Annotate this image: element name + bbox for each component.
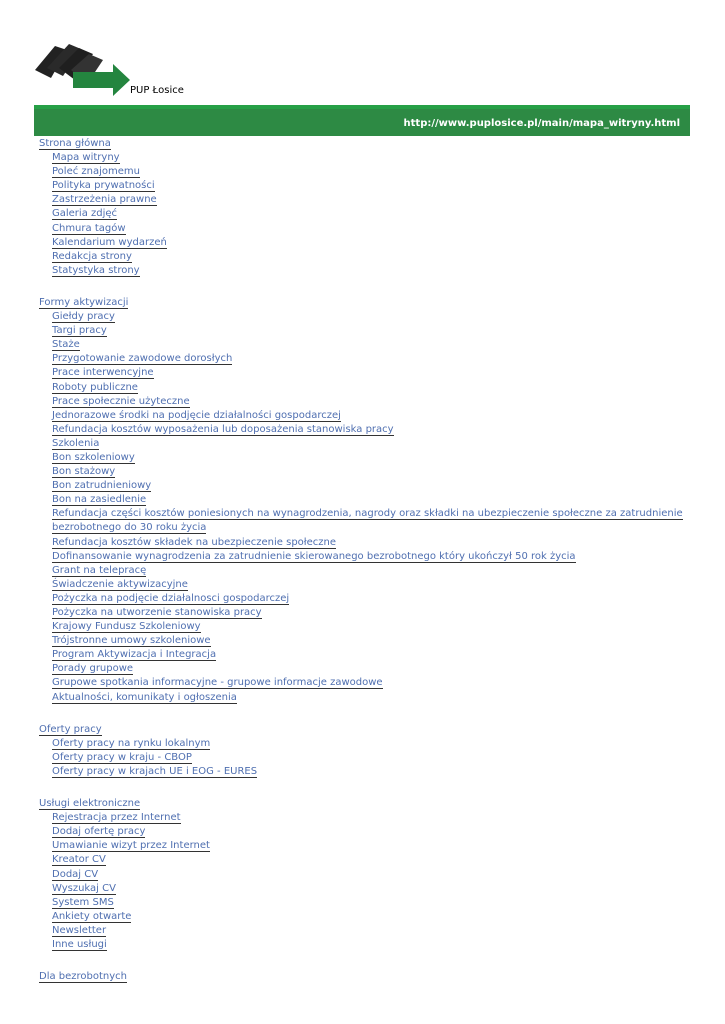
sitemap-link[interactable] bbox=[39, 811, 699, 825]
sitemap-link-text: Aktualności, komunikaty i ogłoszenia bbox=[52, 691, 237, 703]
sitemap-link-text: Porady grupowe bbox=[52, 663, 134, 675]
sitemap-link[interactable] bbox=[39, 324, 699, 338]
section-title-link[interactable] bbox=[39, 137, 699, 151]
site-name: PUP Łosice bbox=[130, 85, 184, 96]
sitemap-link[interactable] bbox=[39, 620, 699, 634]
sitemap-link[interactable] bbox=[39, 395, 699, 409]
sitemap-link-text: Ankiety otwarte bbox=[52, 910, 132, 922]
sitemap-link[interactable] bbox=[39, 676, 699, 690]
sitemap-link[interactable] bbox=[39, 839, 699, 853]
sitemap-link-text: Dodaj CV bbox=[52, 868, 99, 880]
sitemap-link[interactable] bbox=[39, 536, 699, 550]
sitemap-link-text: Pożyczka na utworzenie stanowiska pracy bbox=[52, 607, 262, 618]
sitemap-link-text: Mapa witryny bbox=[52, 152, 120, 164]
sitemap-link[interactable] bbox=[39, 868, 699, 882]
sitemap-link[interactable] bbox=[39, 310, 699, 324]
sitemap-link-text: Szkolenia bbox=[52, 437, 100, 449]
sitemap-link[interactable] bbox=[39, 338, 699, 352]
sitemap-link-text: Targi pracy bbox=[52, 325, 107, 337]
sitemap-link-text: Refundacja części kosztów poniesionych na wynagrodzenia, nagrody oraz składki na ubezpieczenie społeczne za zatrudnienie bezrobotnego do 30 roku życia bbox=[52, 508, 683, 534]
sitemap-link[interactable] bbox=[39, 751, 699, 765]
sitemap-link-text: Galeria zdjęć bbox=[52, 208, 118, 220]
sitemap bbox=[39, 137, 699, 1002]
section-title-text: Strona główna bbox=[39, 138, 111, 149]
sitemap-link[interactable] bbox=[39, 151, 699, 165]
sitemap-link-text: Krajowy Fundusz Szkoleniowy bbox=[52, 621, 201, 633]
sitemap-link[interactable] bbox=[39, 493, 699, 507]
sitemap-link-text: Dodaj ofertę pracy bbox=[52, 826, 146, 838]
sitemap-link[interactable] bbox=[39, 250, 699, 264]
sitemap-link[interactable] bbox=[39, 550, 699, 564]
sitemap-link[interactable] bbox=[39, 634, 699, 648]
sitemap-link[interactable] bbox=[39, 207, 699, 221]
sitemap-link[interactable] bbox=[39, 825, 699, 839]
sitemap-link-text: Redakcja strony bbox=[52, 250, 132, 262]
sitemap-link-text: Grupowe spotkania informacyjne - grupowe informacje zawodowe bbox=[52, 677, 383, 689]
sitemap-section bbox=[39, 296, 699, 705]
section-title-link[interactable] bbox=[39, 797, 699, 811]
section-title-text: Dla bezrobotnych bbox=[39, 971, 128, 983]
sitemap-link[interactable] bbox=[39, 381, 699, 395]
sitemap-link-text: System SMS bbox=[52, 896, 114, 908]
sitemap-link[interactable] bbox=[39, 479, 699, 493]
sitemap-link-text: Prace społecznie użyteczne bbox=[52, 395, 190, 407]
page-url: http://www.puplosice.pl/main/mapa_witryny.html bbox=[403, 118, 680, 129]
sitemap-link[interactable] bbox=[39, 465, 699, 479]
sitemap-link[interactable] bbox=[39, 193, 699, 207]
sitemap-link-text: Pożyczka na podjęcie działalnosci gospodarczej bbox=[52, 592, 290, 604]
sitemap-link-text: Newsletter bbox=[52, 924, 107, 936]
sitemap-link[interactable] bbox=[39, 165, 699, 179]
sitemap-section bbox=[39, 797, 699, 952]
sitemap-link[interactable] bbox=[39, 882, 699, 896]
sitemap-section bbox=[39, 970, 699, 984]
sitemap-link-text: Zastrzeżenia prawne bbox=[52, 194, 157, 206]
sitemap-link-text: Giełdy pracy bbox=[52, 311, 115, 323]
sitemap-link[interactable] bbox=[39, 592, 699, 606]
pup-logo-icon[interactable] bbox=[33, 40, 133, 96]
sitemap-link[interactable] bbox=[39, 910, 699, 924]
sitemap-link-text: Bon na zasiedlenie bbox=[52, 494, 147, 506]
sitemap-section bbox=[39, 137, 699, 278]
sitemap-link[interactable] bbox=[39, 366, 699, 380]
sitemap-link-text: Kreator CV bbox=[52, 854, 106, 866]
section-title-link[interactable] bbox=[39, 723, 699, 737]
sitemap-link[interactable] bbox=[39, 648, 699, 662]
sitemap-link[interactable] bbox=[39, 853, 699, 867]
section-title-text: Formy aktywizacji bbox=[39, 296, 129, 308]
sitemap-link[interactable] bbox=[39, 437, 699, 451]
sitemap-link-text: Bon stażowy bbox=[52, 466, 116, 478]
sitemap-link-text: Bon szkoleniowy bbox=[52, 451, 135, 463]
sitemap-link-text: Umawianie wizyt przez Internet bbox=[52, 840, 210, 852]
sitemap-link-text: Refundacja kosztów wyposażenia lub doposażenia stanowiska pracy bbox=[52, 423, 394, 435]
sitemap-link[interactable] bbox=[39, 409, 699, 423]
sitemap-section bbox=[39, 723, 699, 779]
section-title-text: Oferty pracy bbox=[39, 723, 102, 735]
sitemap-link-text: Staże bbox=[52, 339, 80, 351]
sitemap-link-text: Chmura tagów bbox=[52, 222, 126, 234]
sitemap-link[interactable] bbox=[39, 222, 699, 236]
sitemap-link-text: Trójstronne umowy szkoleniowe bbox=[52, 635, 211, 647]
sitemap-link[interactable] bbox=[39, 352, 699, 366]
sitemap-link-text: Prace interwencyjne bbox=[52, 367, 154, 379]
sitemap-link-text: Jednorazowe środki na podjęcie działalności gospodarczej bbox=[52, 409, 341, 421]
sitemap-link[interactable] bbox=[39, 924, 699, 938]
section-title-text: Usługi elektroniczne bbox=[39, 798, 141, 810]
sitemap-link-text: Inne usługi bbox=[52, 938, 107, 950]
page-header bbox=[0, 0, 725, 105]
sitemap-link-text: Rejestracja przez Internet bbox=[52, 812, 181, 824]
sitemap-link-text: Roboty publiczne bbox=[52, 381, 138, 393]
sitemap-link[interactable] bbox=[39, 507, 699, 535]
sitemap-link-text: Bon zatrudnieniowy bbox=[52, 480, 152, 492]
sitemap-link[interactable] bbox=[39, 179, 699, 193]
sitemap-link-text: Polityka prywatności bbox=[52, 180, 155, 192]
sitemap-link[interactable] bbox=[39, 236, 699, 250]
sitemap-link[interactable] bbox=[39, 765, 699, 779]
section-title-link[interactable] bbox=[39, 970, 699, 984]
sitemap-link[interactable] bbox=[39, 737, 699, 751]
sitemap-link[interactable] bbox=[39, 451, 699, 465]
sitemap-link[interactable] bbox=[39, 564, 699, 578]
sitemap-link[interactable] bbox=[39, 264, 699, 278]
sitemap-link[interactable] bbox=[39, 896, 699, 910]
sitemap-link-text: Poleć znajomemu bbox=[52, 166, 140, 178]
sitemap-link-text: Wyszukaj CV bbox=[52, 882, 116, 894]
section-title-link[interactable] bbox=[39, 296, 699, 310]
sitemap-link-text: Dofinansowanie wynagrodzenia za zatrudnienie skierowanego bezrobotnego który ukończył 50 rok życia bbox=[52, 550, 576, 562]
sitemap-link-text: Oferty pracy na rynku lokalnym bbox=[52, 737, 211, 749]
sitemap-link-text: Kalendarium wydarzeń bbox=[52, 236, 167, 248]
sitemap-link-text: Przygotowanie zawodowe dorosłych bbox=[52, 353, 233, 365]
sitemap-link[interactable] bbox=[39, 938, 699, 952]
sitemap-link-text: Refundacja kosztów składek na ubezpieczenie społeczne bbox=[52, 536, 337, 548]
sitemap-link[interactable] bbox=[39, 423, 699, 437]
sitemap-link-text: Program Aktywizacja i Integracja bbox=[52, 649, 217, 661]
sitemap-link[interactable] bbox=[39, 662, 699, 676]
sitemap-link-text: Oferty pracy w kraju - CBOP bbox=[52, 751, 192, 763]
sitemap-link-text: Grant na telepracę bbox=[52, 564, 147, 576]
url-bar bbox=[34, 105, 690, 136]
sitemap-link[interactable] bbox=[39, 578, 699, 592]
sitemap-link[interactable] bbox=[39, 691, 699, 705]
sitemap-link-text: Oferty pracy w krajach UE i EOG - EURES bbox=[52, 765, 258, 777]
sitemap-link[interactable] bbox=[39, 606, 699, 620]
sitemap-link-text: Statystyka strony bbox=[52, 264, 140, 276]
sitemap-link-text: Świadczenie aktywizacyjne bbox=[52, 578, 188, 590]
